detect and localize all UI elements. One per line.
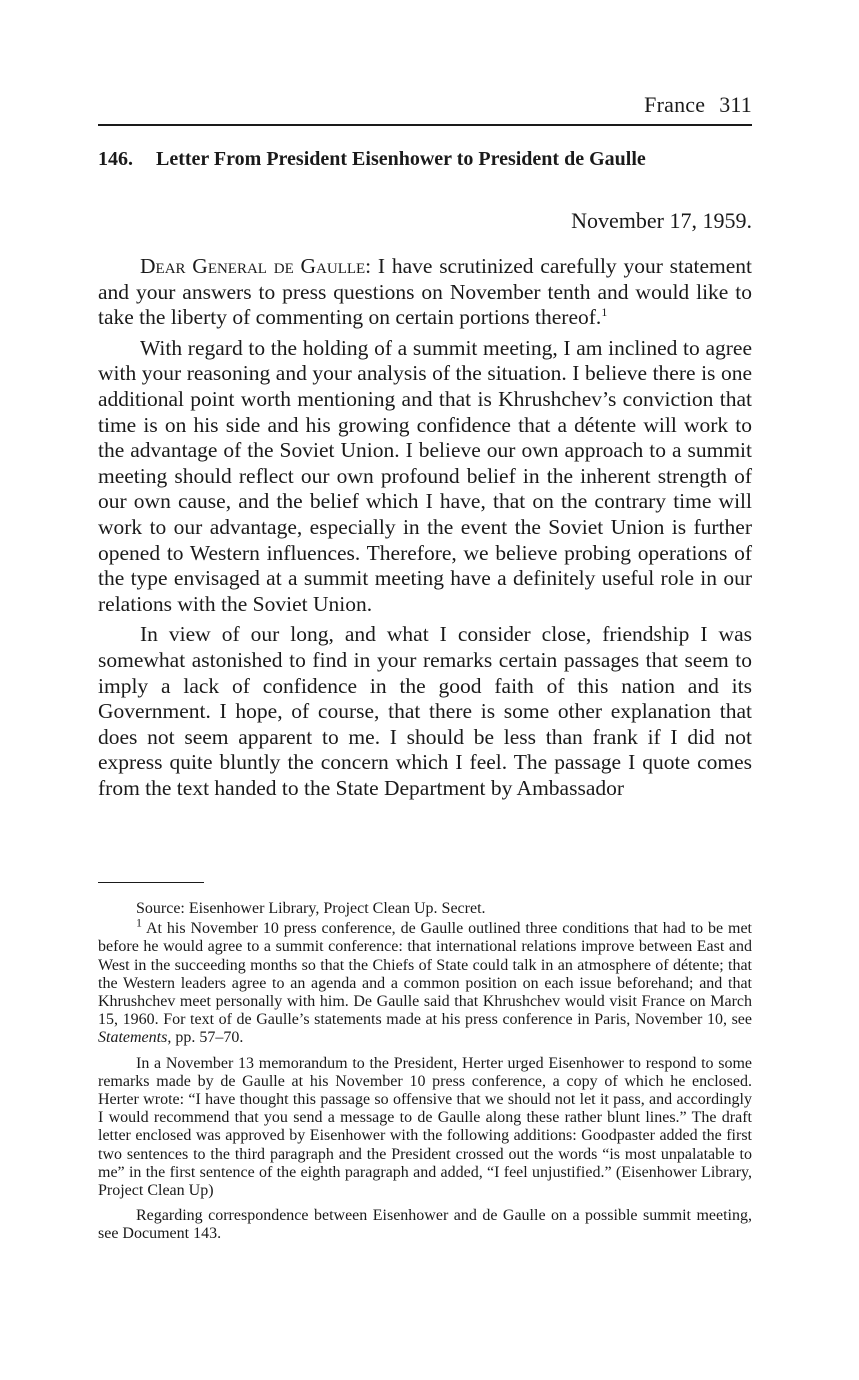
page-number: 311 <box>719 92 752 117</box>
footnote-1-paragraph-2: In a November 13 memorandum to the President, Herter urged Eisenhower to respond to some remarks made by de Gaulle at his November 10 press conference, a copy of which he enclosed. Herter wrote: “I have thought this passage so offensive that we should not let it pass, and accordingly I would recommend that you send a message to de Gaulle along these rather blunt lines.” The draft letter enclosed was approved by Eisenhower with the following additions: Goodpaster added the first two sentences to the third paragraph and the President crossed out the words “is most unpalatable to me” in the first sentence of the eighth paragraph and added, “I feel unjustified.” (Eisenhower Library, Project Clean Up) <box>98 1054 752 1200</box>
document-number: 146. <box>98 148 133 170</box>
body-paragraph-2: With regard to the holding of a summit meeting, I am inclined to agree with your reasoning and your analysis of the situation. I believe there is one additional point worth mentioning and that is Khrushchev’s conviction that time is on his side and his growing confidence that a détente will work to the advantage of the Soviet Union. I believe our own approach to a summit meeting should reflect our own profound belief in the inherent strength of our own cause, and the belief which I have, that on the contrary time will work to our advantage, especially in the event the Soviet Union is further opened to Western influences. Therefore, we believe probing operations of the type envisaged at a summit meeting have a definitely useful role in our relations with the Soviet Union. <box>98 335 752 616</box>
footnote-1-text-b: , pp. 57–70. <box>167 1029 244 1047</box>
body-paragraph-1-text: I have scrutinized carefully your statement and your answers to press questions on November tenth and would like to take the liberty of commenting on certain portions thereof. <box>98 254 753 330</box>
footnote-1-text-a: At his November 10 press conference, de Gaulle outlined three conditions that had to be met before he would agree to a summit conference: that international relations improve between East and West in the succeeding months so that the Chiefs of State could talk in an atmosphere of détente; that the Western leaders agree to an agenda and a common position on each issue beforehand; and that Khrushchev meet personally with him. De Gaulle said that Khrushchev would visit France on March 15, 1960. For text of de Gaulle’s statements made at his press conference in Paris, November 10, see <box>98 920 752 1029</box>
footnote-rule <box>98 882 204 883</box>
body-paragraph-1 <box>98 254 752 331</box>
document-title-text: Letter From President Eisenhower to President de Gaulle <box>156 148 646 170</box>
footnote-1-italic-title: Statements <box>98 1029 168 1047</box>
header-rule <box>98 124 752 126</box>
footnote-1-marker: 1 <box>136 915 142 930</box>
footnote-ref-1: 1 <box>601 305 608 320</box>
footnote-1 <box>98 915 752 1047</box>
body-paragraph-3: In view of our long, and what I consider close, friendship I was somewhat astonished to find in your remarks certain passages that seem to imply a lack of confidence in the good faith of this nation and its Government. I hope, of course, that there is some other explanation that does not seem apparent to me. I should be less than frank if I did not express quite bluntly the concern which I feel. The passage I quote comes from the text handed to the State Department by Ambassador <box>98 622 752 800</box>
document-title <box>98 148 752 171</box>
footnotes <box>98 900 752 1251</box>
running-head-section: France <box>644 92 706 117</box>
letter-body <box>98 254 752 806</box>
salutation: Dear General de Gaulle: <box>140 254 372 278</box>
dateline: November 17, 1959. <box>571 208 752 233</box>
footnote-1-paragraph-3: Regarding correspondence between Eisenhower and de Gaulle on a possible summit meeting, see Document 143. <box>98 1207 752 1243</box>
source-note: Source: Eisenhower Library, Project Clean Up. Secret. <box>136 900 486 917</box>
running-head <box>644 92 752 118</box>
